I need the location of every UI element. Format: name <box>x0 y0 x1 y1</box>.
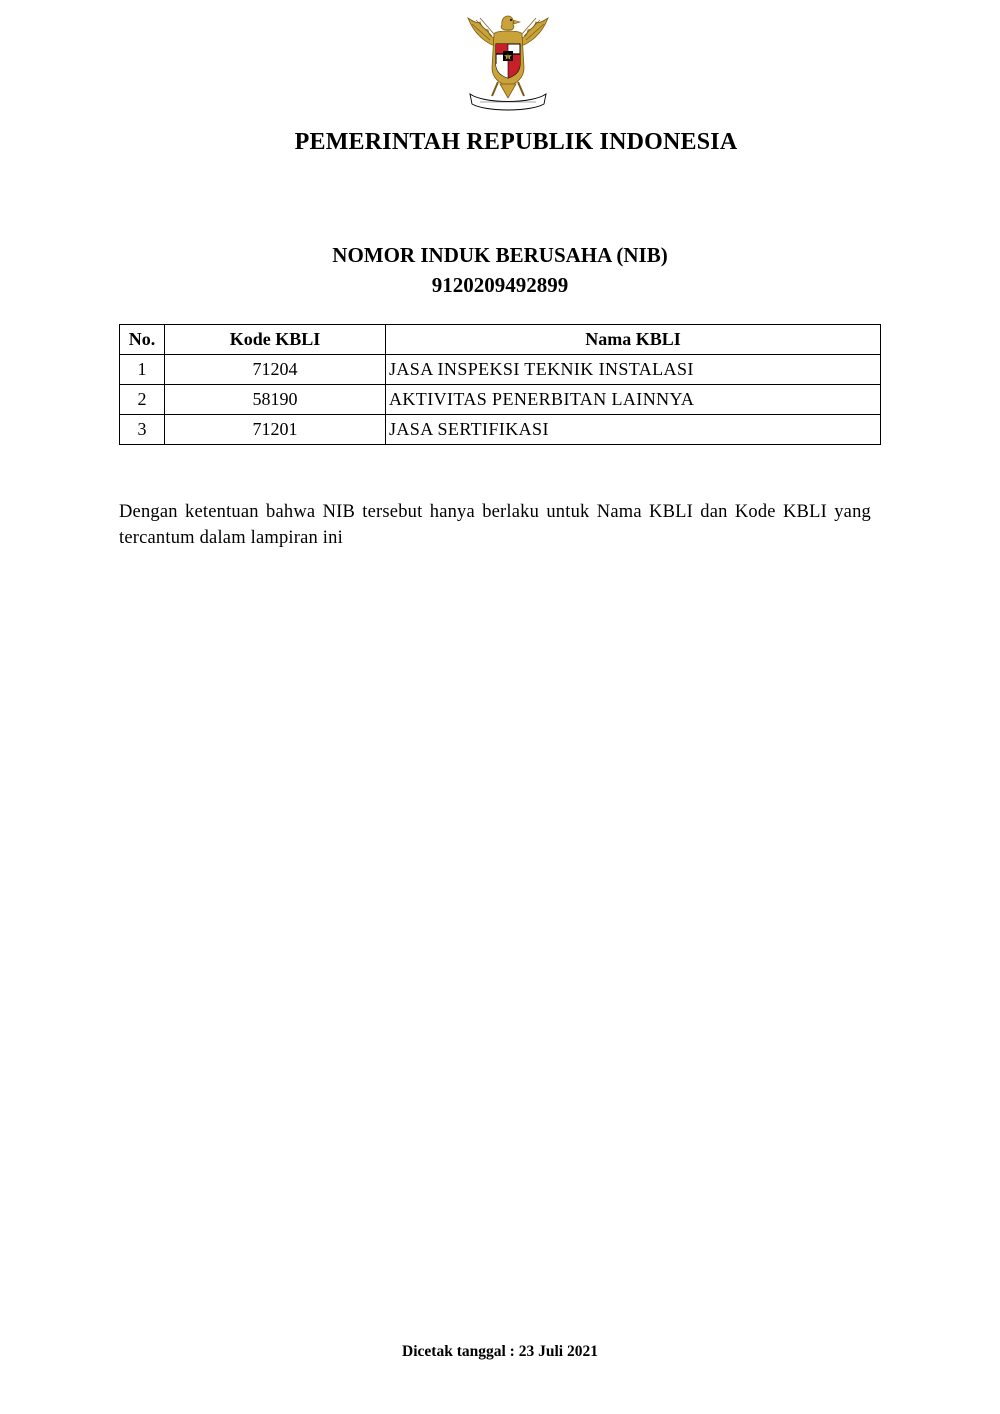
table-row <box>120 355 881 385</box>
row-kode-kbli: 71204 <box>165 355 386 385</box>
table-row <box>120 385 881 415</box>
nib-title: NOMOR INDUK BERUSAHA (NIB) <box>332 243 668 267</box>
government-title: PEMERINTAH REPUBLIK INDONESIA <box>294 129 738 155</box>
print-date-footer <box>0 1343 1000 1361</box>
print-date-value: 23 Juli 2021 <box>518 1343 598 1360</box>
row-no: 3 <box>120 415 165 445</box>
print-date-label: Dicetak tanggal : <box>402 1343 515 1360</box>
column-header-kode-kbli: Kode KBLI <box>165 325 386 355</box>
row-nama-kbli: AKTIVITAS PENERBITAN LAINNYA <box>386 385 881 415</box>
column-header-no: No. <box>120 325 165 355</box>
validity-note: Dengan ketentuan bahwa NIB tersebut hanya berlaku untuk Nama KBLI dan Kode KBLI yang tercantum dalam lampiran ini <box>119 502 871 548</box>
column-header-nama-kbli: Nama KBLI <box>386 325 881 355</box>
table-header-row <box>120 325 881 355</box>
nib-number: 9120209492899 <box>431 273 569 297</box>
row-kode-kbli: 58190 <box>165 385 386 415</box>
kbli-table <box>119 324 881 445</box>
row-nama-kbli: JASA INSPEKSI TEKNIK INSTALASI <box>386 355 881 385</box>
garuda-pancasila-emblem-icon <box>460 8 556 112</box>
row-kode-kbli: 71201 <box>165 415 386 445</box>
row-no: 1 <box>120 355 165 385</box>
table-row <box>120 415 881 445</box>
row-nama-kbli: JASA SERTIFIKASI <box>386 415 881 445</box>
row-no: 2 <box>120 385 165 415</box>
